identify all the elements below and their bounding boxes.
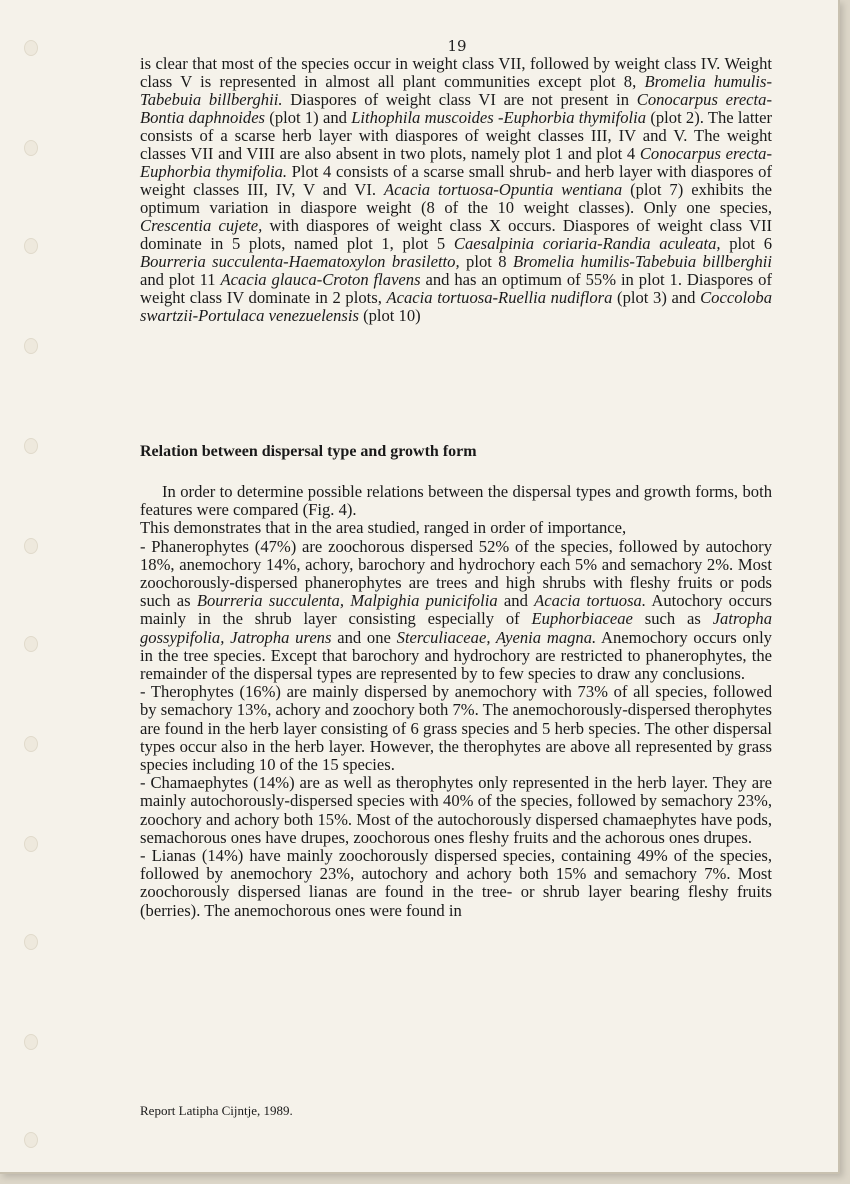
section-heading: Relation between dispersal type and growth form [140, 443, 477, 460]
species-name: Conocarpus erecta-Euphorbia thymifolia. [140, 144, 772, 181]
species-name: Coccoloba swartzii-Portulaca venezuelensis [140, 288, 772, 325]
text-run: (plot 1) and [265, 108, 352, 127]
binder-hole [24, 238, 38, 254]
section-paragraph [140, 483, 772, 519]
text-run: plot 8 [459, 252, 513, 271]
text-run: (plot 3) and [612, 288, 701, 307]
text-run: and [497, 591, 535, 611]
text-run: Anemochory occurs only in the tree species. Except that barochory and hydrochory are restricted to phanerophytes, the remainder of the dispersal types are represented by to few species to draw any conclusions. [140, 627, 772, 684]
species-name: Bromelia humulis-Tabebuia billberghii. [140, 72, 772, 109]
text-run: In order to determine possible relations between the dispersal types and growth forms, both features were compared (Fig. 4). [140, 482, 772, 520]
text-run: plot 6 [720, 234, 772, 253]
binder-hole [24, 140, 38, 156]
text-run: Diaspores of weight class VI are not present in [282, 90, 637, 109]
section-paragraph [140, 538, 772, 684]
species-name: Acacia tortuosa. [534, 591, 647, 611]
text-run: - Therophytes (16%) are mainly dispersed by anemochory with 73% of all species, followed by semachory 13%, achory and zoochory both 7%. The anemochorously-dispersed therophytes are found in the herb layer consisting of 6 grass species and 5 herb species. The other dispersal types occur also in the herb layer. However, the therophytes are above all represented by grass species including 10 of the 15 species. [140, 682, 772, 775]
species-name: Euphorbiaceae [531, 609, 633, 629]
text-run: with diaspores of weight class X occurs. Diaspores of weight class VII dominate in 5 plots, named plot 1, plot 5 [140, 216, 773, 253]
species-name: Lithophila muscoides -Euphorbia thymifolia [351, 108, 647, 127]
text-run: Autochory occurs mainly in the shrub layer consisting especially of [140, 591, 772, 629]
intro-paragraph [140, 55, 772, 325]
text-run: - Lianas (14%) have mainly zoochorously dispersed species, containing 49% of the species, followed by anemochory 23%, autochory and achory both 15% and semachory 7%. Most zoochorously dispersed lianas are found in the tree- or shrub layer bearing fleshy fruits (berries). The anemochorous ones were found in [140, 846, 772, 920]
species-name: Sterculiaceae, Ayenia magna. [396, 627, 597, 647]
binder-hole [24, 338, 38, 354]
text-run: and one [331, 627, 397, 647]
section-paragraph [140, 683, 772, 774]
text-run: This demonstrates that in the area studied, ranged in order of importance, [140, 518, 627, 538]
section-paragraph [140, 847, 772, 920]
text-run: and has an optimum of 55% in plot 1. Diaspores of weight class IV dominate in 2 plots, [140, 270, 772, 307]
species-name: Bourreria succulenta-Haematoxylon brasiletto, [140, 252, 460, 271]
binder-hole [24, 1034, 38, 1050]
text-run: Plot 4 consists of a scarse small shrub- and herb layer with diaspores of weight classes III, IV, V and VI. [140, 162, 772, 199]
text-run: (plot 10) [358, 306, 421, 325]
binder-hole [24, 736, 38, 752]
binder-hole [24, 836, 38, 852]
species-name: Jatropha gossypifolia, Jatropha urens [140, 609, 772, 647]
binder-hole [24, 538, 38, 554]
footer-citation: Report Latipha Cijntje, 1989. [140, 1103, 293, 1118]
species-name: Acacia glauca-Croton flavens [220, 270, 421, 289]
intro-text-block [140, 55, 772, 325]
text-run: and plot 11 [140, 270, 221, 289]
section-paragraph [140, 774, 772, 847]
text-run: - Phanerophytes (47%) are zoochorous dispersed 52% of the species, followed by autochory 18%, anemochory 14%, achory, barochory and hydrochory each 5% and semachory 2%. Most zoochorously-dispersed phanerophytes are trees and high shrubs with fleshy fruits or pods such as [140, 536, 772, 611]
species-name: Bourreria succulenta, Malpighia punicifolia [196, 591, 498, 611]
section-paragraph [140, 519, 772, 537]
species-name: Conocarpus erecta-Bontia daphnoides [140, 90, 772, 127]
text-run: (plot 2). The latter consists of a scarse herb layer with diaspores of weight classes III, IV and V. The weight classes VII and VIII are also absent in two plots, namely plot 1 and plot 4 [140, 108, 773, 163]
species-name: Acacia tortuosa-Ruellia nudiflora [386, 288, 613, 307]
page-number: 19 [447, 37, 467, 55]
species-name: Crescentia cujete, [140, 216, 263, 235]
binder-hole [24, 934, 38, 950]
section-body [140, 483, 772, 920]
binder-hole [24, 438, 38, 454]
text-run: (plot 7) exhibits the optimum variation in diaspore weight (8 of the 10 weight classes). Only one species, [140, 180, 773, 217]
text-run: - Chamaephytes (14%) are as well as therophytes only represented in the herb layer. They are mainly autochorously-dispersed species with 40% of the species, followed by semachory 23%, zoochory and achory both 15%. Most of the autochorously dispersed chamaephytes have pods, semachorous ones have drupes, zoochorous ones fleshy fruits and the achorous ones drupes. [140, 773, 772, 847]
binder-hole [24, 1132, 38, 1148]
text-run: is clear that most of the species occur in weight class VII, followed by weight class IV. Weight class V is represented in almost all plant communities except plot 8, [140, 54, 772, 91]
binder-hole [24, 636, 38, 652]
text-run: such as [632, 609, 713, 629]
species-name: Acacia tortuosa-Opuntia wentiana [384, 180, 623, 199]
species-name: Bromelia humilis-Tabebuia billberghii [513, 252, 772, 271]
species-name: Caesalpinia coriaria-Randia aculeata, [453, 234, 721, 253]
